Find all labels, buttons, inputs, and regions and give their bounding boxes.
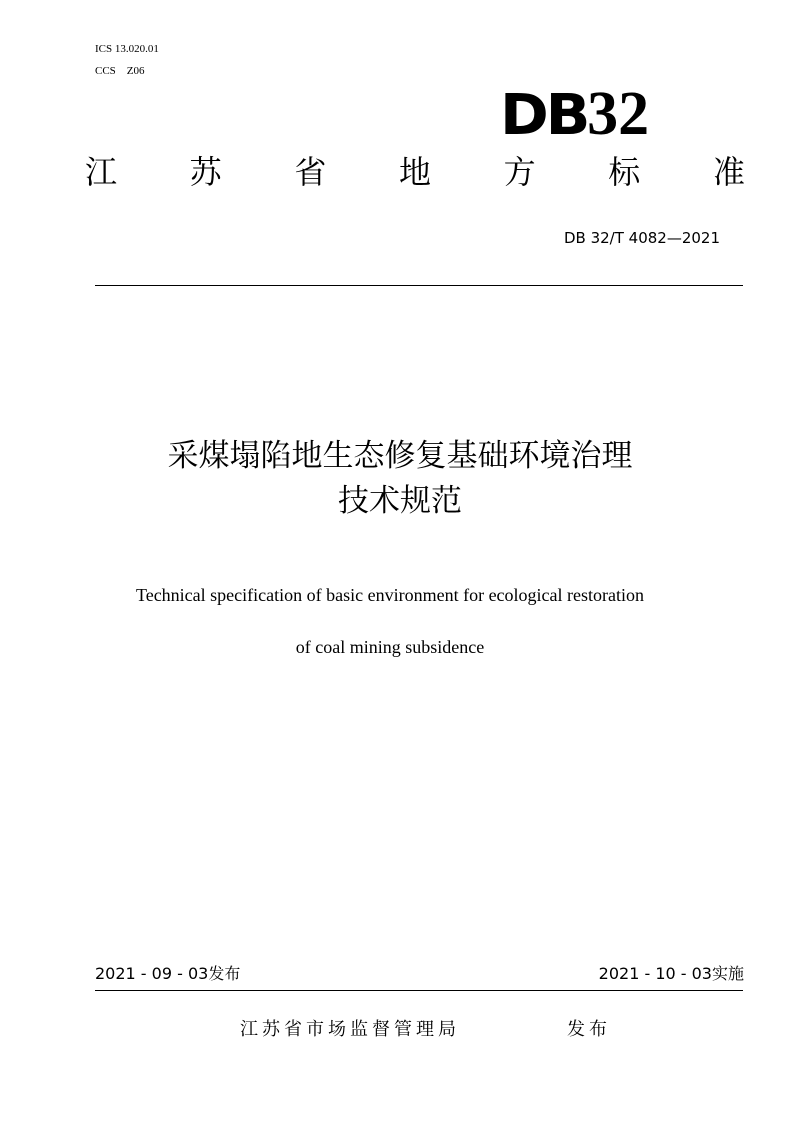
standard-type-title — [85, 150, 745, 194]
publisher-name: 江苏省市场监督管理局 — [240, 1019, 460, 1040]
issue-date: 2021 - 09 - 03发布 — [95, 964, 241, 983]
title-en-line1: Technical specification of basic environment for ecological restoration — [135, 585, 645, 605]
title-cn-line1: 采煤塌陷地生态修复基础环境治理 — [167, 438, 633, 474]
standard-type-char: 准 — [712, 153, 745, 191]
publisher-action: 发布 — [567, 1019, 611, 1040]
ccs-code: CCS Z06 — [95, 65, 145, 77]
logo-letters: DB — [500, 83, 588, 148]
bottom-divider — [95, 990, 743, 991]
ics-code: ICS 13.020.01 — [95, 43, 159, 55]
standard-type-char: 苏 — [189, 153, 222, 191]
implement-date: 2021 - 10 - 03实施 — [598, 964, 744, 983]
title-en-line2: of coal mining subsidence — [295, 637, 485, 657]
title-cn-line2: 技术规范 — [338, 483, 462, 519]
top-divider — [95, 285, 743, 286]
standard-number: DB 32/T 4082—2021 — [563, 229, 720, 247]
logo-number: 32 — [587, 80, 650, 148]
standard-type-char: 标 — [608, 153, 641, 191]
db-logo — [500, 80, 650, 148]
standard-type-char: 方 — [503, 153, 536, 191]
standard-type-char: 江 — [85, 153, 118, 191]
standard-type-char: 地 — [398, 153, 431, 191]
standard-type-char: 省 — [294, 153, 327, 191]
